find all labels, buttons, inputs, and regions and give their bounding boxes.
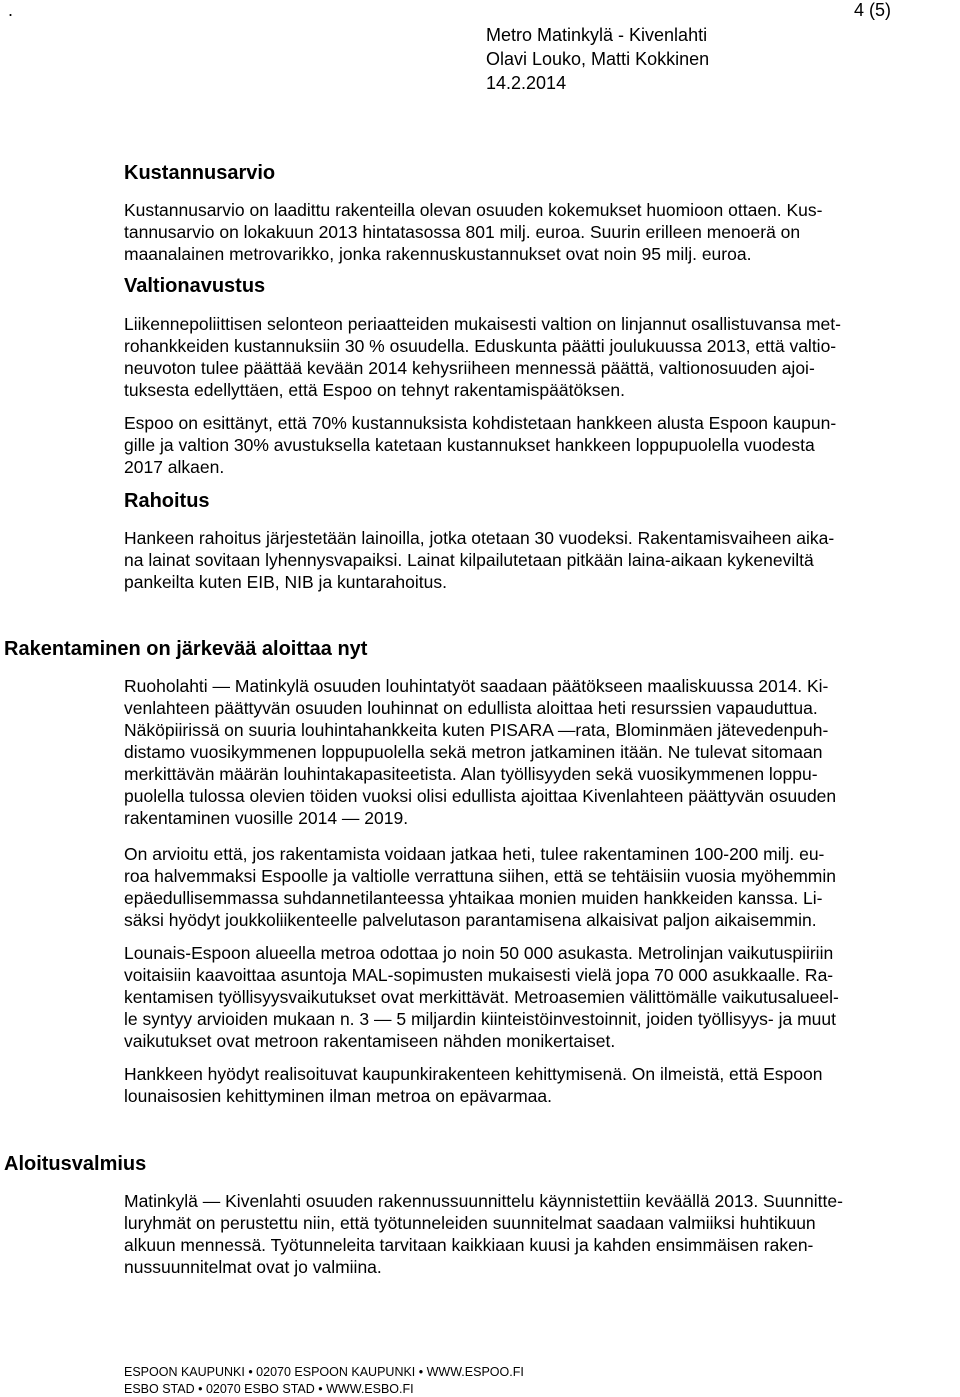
paragraph-valtionavustus-1 (124, 313, 960, 401)
text-line: On arvioitu että, jos rakentamista voidaan jatkaa heti, tulee rakentaminen 100-200 milj. eu- (124, 844, 825, 864)
text-line: luryhmät on perustettu niin, että työtunneleiden suunnitelmat saadaan valmiiksi huhtikuun (124, 1213, 816, 1233)
text-line: epäedullisemmassa suhdannetilanteessa yhtaikaa monien muiden hankkeiden kanssa. Li- (124, 888, 823, 908)
text-line: Lounais-Espoon alueella metroa odottaa jo noin 50 000 asukasta. Metrolinjan vaikutuspiiriin (124, 943, 834, 963)
text-line: merkittävän määrän louhintakapasiteetista. Alan työllisyyden sekä vuosikymmenen loppu- (124, 764, 818, 784)
text-line: Matinkylä — Kivenlahti osuuden rakennussuunnittelu käynnistettiin keväällä 2013. Suunnitte- (124, 1191, 843, 1211)
document-title: Metro Matinkylä - Kivenlahti (486, 25, 708, 45)
document-date: 14.2.2014 (486, 73, 567, 93)
text-line: alkuun mennessä. Työtunneleita tarvitaan kaikkiaan kuusi ja kahden ensimmäisen raken- (124, 1235, 814, 1255)
text-line: vaikutukset ovat metroon rakentamiseen nähden monikertaiset. (124, 1031, 616, 1051)
text-line: tannusarvio on lokakuun 2013 hintatasossa 801 milj. euroa. Suurin erilleen menoerä on (124, 222, 801, 242)
text-line: nussuunnitelmat ovat jo valmiina. (124, 1257, 382, 1277)
text-line: rohankkeiden kustannuksiin 30 % osuudella. Eduskunta päätti joulukuussa 2013, että valtio- (124, 336, 837, 356)
text-line: Ruoholahti — Matinkylä osuuden louhintatyöt saadaan päätökseen maaliskuussa 2014. Ki- (124, 676, 829, 696)
heading-rakentaminen: Rakentaminen on järkevää aloittaa nyt (4, 638, 368, 660)
text-line: Näköpiirissä on suuria louhintahankkeita kuten PISARA —rata, Blominmäen jätevedenpuh- (124, 720, 829, 740)
paragraph-kustannusarvio (124, 199, 960, 265)
text-line: venlahteen päättyvän osuuden louhinnat on edullista aloittaa heti resurssien vapauduttua. (124, 698, 818, 718)
text-line: lounaisosien kehittyminen ilman metroa on epävarmaa. (124, 1086, 553, 1106)
text-line: tuksesta edellyttäen, että Espoo on tehnyt rakentamispäätöksen. (124, 380, 626, 400)
text-line: le syntyy arvioiden mukaan n. 3 — 5 miljardin kiinteistöinvestoinnit, joiden työllisyys- ja muut (124, 1009, 836, 1029)
text-line: 2017 alkaen. (124, 457, 225, 477)
text-line: Hankkeen hyödyt realisoituvat kaupunkirakenteen kehittymisenä. On ilmeistä, että Espoon (124, 1064, 823, 1084)
text-line: puolella tulossa olevien töiden vuoksi olisi edullista ajoittaa Kivenlahteen päättyvän osuuden (124, 786, 837, 806)
paragraph-aloitusvalmius (124, 1190, 960, 1278)
text-line: na lainat sovitaan lyhennysvapaiksi. Lainat kilpailutetaan pitkään laina-aikaan kykeneviltä (124, 550, 814, 570)
paragraph-rakentaminen-2 (124, 843, 960, 931)
text-line: rakentaminen vuosille 2014 — 2019. (124, 808, 409, 828)
heading-valtionavustus: Valtionavustus (124, 275, 266, 297)
text-line: maanalainen metrovarikko, jonka rakennuskustannukset ovat noin 95 milj. euroa. (124, 244, 752, 264)
footer-line-espoo: ESPOON KAUPUNKI • 02070 ESPOON KAUPUNKI • WWW.ESPOO.FI (124, 1365, 524, 1379)
text-line: neuvoton tulee päättää kevään 2014 kehysriiheen mennessä päättä, valtionosuuden ajoi- (124, 358, 815, 378)
page-number: 4 (5) (854, 0, 892, 20)
text-line: kentamisen työllisyysvaikutukset ovat merkittävät. Metroasemien välittömälle vaikutusalueel- (124, 987, 839, 1007)
footer-line-esbo: ESBO STAD • 02070 ESBO STAD • WWW.ESBO.FI (124, 1382, 414, 1396)
text-line: distamo vuosikymmenen loppupuolella sekä metron jatkaminen itään. Ne tulevat sitomaan (124, 742, 823, 762)
text-line: Espoo on esittänyt, että 70% kustannuksista kohdistetaan hankkeen alusta Espoon kaupun- (124, 413, 837, 433)
heading-aloitusvalmius: Aloitusvalmius (4, 1153, 147, 1175)
paragraph-rakentaminen-3 (124, 942, 960, 1052)
paragraph-rakentaminen-4 (124, 1063, 960, 1107)
paragraph-rakentaminen-1 (124, 675, 960, 829)
text-line: voitaisiin kaavoittaa asuntoja MAL-sopimusten mukaisesti vielä jopa 70 000 asukkaalle. Ra- (124, 965, 834, 985)
text-line: Hankeen rahoitus järjestetään lainoilla, jotka otetaan 30 vuodeksi. Rakentamisvaiheen aika- (124, 528, 835, 548)
heading-kustannusarvio: Kustannusarvio (124, 162, 276, 184)
text-line: säksi hyödyt joukkoliikenteelle palvelutason parantamisena alkaisivat paljon aikaisemmin. (124, 910, 817, 930)
paragraph-rahoitus (124, 527, 960, 593)
document-authors: Olavi Louko, Matti Kokkinen (486, 49, 710, 69)
text-line: pankeilta kuten EIB, NIB ja kuntarahoitus. (124, 572, 447, 592)
paragraph-valtionavustus-2 (124, 412, 960, 478)
header-dot: . (8, 0, 14, 20)
text-line: Liikennepoliittisen selonteon periaatteiden mukaisesti valtion on linjannut osallistuvansa met- (124, 314, 841, 334)
text-line: gille ja valtion 30% avustuksella katetaan kustannukset hankkeen loppupuolella vuodesta (124, 435, 815, 455)
text-line: roa halvemmaksi Espoolle ja valtiolle verrattuna siihen, että se tehtäisiin vuosia myöhemmin (124, 866, 837, 886)
text-line: Kustannusarvio on laadittu rakenteilla olevan osuuden kokemukset huomioon ottaen. Kus- (124, 200, 823, 220)
heading-rahoitus: Rahoitus (124, 490, 210, 512)
